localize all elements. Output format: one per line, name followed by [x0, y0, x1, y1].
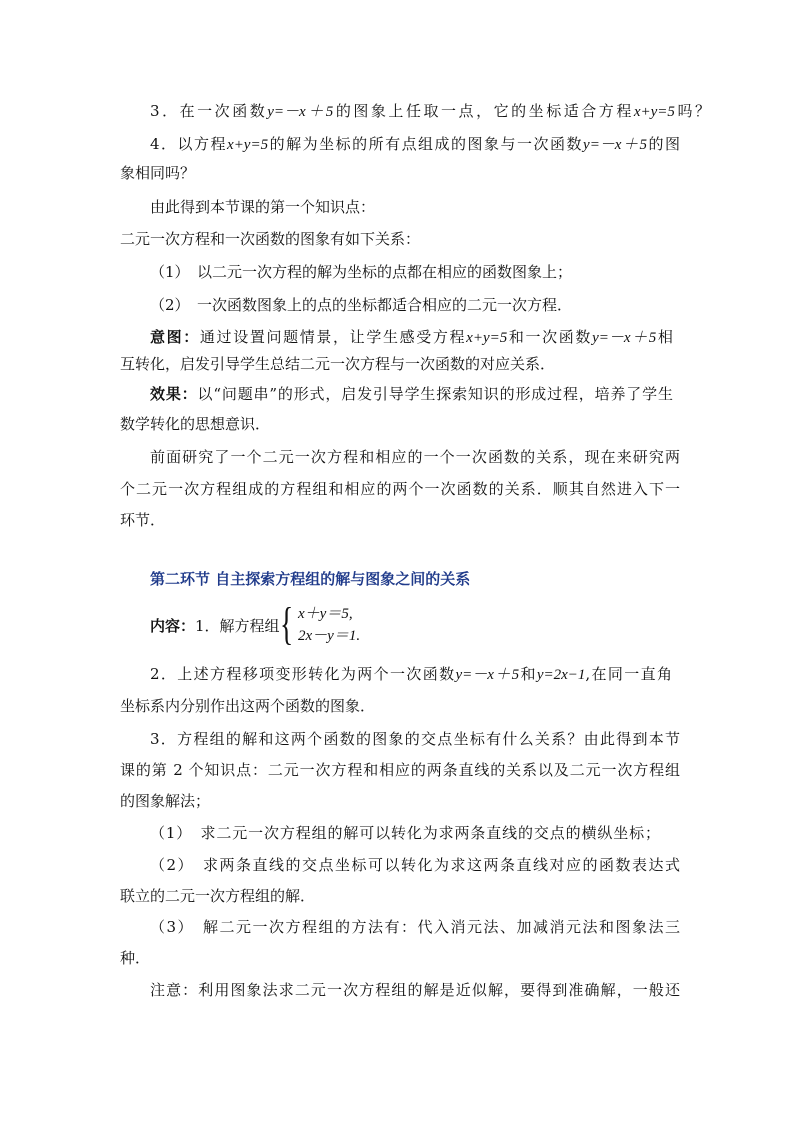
- effect-text: 以“问题串”的形式，启发引导学生探索知识的形成过程，培养了学生: [197, 385, 673, 403]
- transition-line-2: 个二元一次方程组成的方程组和相应的两个一次函数的关系．顺其自然进入下一: [120, 480, 680, 498]
- relation-item-2: （2） 一次函数图象上的点的坐标都适合相应的二元一次方程．: [150, 296, 573, 314]
- intent-label: 意图：: [150, 328, 200, 346]
- q4-text-a: 4．以方程: [150, 135, 228, 153]
- content-text: 1．解方程组: [195, 617, 280, 635]
- intent-line-2: 互转化，启发引导学生总结二元一次方程与一次函数的对应关系．: [120, 355, 556, 373]
- q3-text-c: 吗？: [674, 102, 710, 120]
- intent-formula-1: x+y=5: [466, 330, 508, 346]
- q4-formula-1: x+y=5: [227, 137, 269, 153]
- equation-1: x＋y＝5,: [298, 606, 353, 622]
- knowledge-item-1: （1） 求二元一次方程组的解可以转化为求两条直线的交点的横纵坐标；: [150, 824, 660, 842]
- q3-text-b: 的图象上任取一点，它的坐标适合方程: [333, 102, 634, 120]
- relation-intro: 二元一次方程和一次函数的图象有如下关系：: [120, 230, 421, 248]
- q2-formula-2: y=2x−1: [536, 667, 586, 683]
- relation-item-1: （1） 以二元一次方程的解为坐标的点都在相应的函数图象上；: [150, 263, 573, 281]
- intent-text-a: 通过设置问题情景，让学生感受方程: [199, 328, 467, 346]
- effect-line-1: [150, 384, 673, 404]
- brace-symbol: {: [280, 598, 294, 649]
- q3-formula-1: y=－x＋5: [267, 104, 334, 120]
- derive-paragraph: 由此得到本节课的第一个知识点：: [150, 198, 376, 216]
- intent-text-c: 相: [656, 328, 673, 346]
- intent-formula-2: y=－x＋5: [592, 330, 657, 346]
- effect-line-2: 数学转化的思想意识．: [120, 415, 271, 433]
- knowledge-item-3-line-2: 种．: [120, 949, 151, 967]
- q4-text-b: 的解为坐标的所有点组成的图象与一次函数: [268, 135, 584, 153]
- q3-text-a: 3．在一次函数: [150, 102, 268, 120]
- knowledge-item-2-line-2: 联立的二元一次方程组的解．: [120, 887, 316, 905]
- effect-label: 效果：: [150, 385, 198, 403]
- q2-formula-1: y=－x＋5: [455, 667, 520, 683]
- question-4-line-2: 象相同吗？: [120, 164, 196, 182]
- note-paragraph: 注意：利用图象法求二元一次方程组的解是近似解，要得到准确解，一般还: [150, 981, 680, 999]
- knowledge-item-2-line-1: （2） 求两条直线的交点坐标可以转化为求这两条直线对应的函数表达式: [150, 856, 680, 874]
- question-3: [150, 101, 710, 121]
- q2-line-2: 坐标系内分别作出这两个函数的图象．: [120, 697, 376, 715]
- q3-formula-2: x+y=5: [633, 104, 675, 120]
- question-4-line-1: [150, 134, 680, 154]
- q2-text-c: ,在同一直角: [585, 665, 672, 683]
- content-label: 内容：: [150, 617, 196, 635]
- q3b-line-1: 3．方程组的解和这两个函数的图象的交点坐标有什么关系？由此得到本节: [150, 730, 680, 748]
- content-line: [150, 616, 710, 636]
- transition-line-1: 前面研究了一个二元一次方程和相应的一个一次函数的关系，现在来研究两: [150, 448, 680, 466]
- q3b-line-2: 课的第 2 个知识点：二元一次方程和相应的两条直线的关系以及二元一次方程组: [120, 761, 680, 779]
- transition-line-3: 环节．: [120, 511, 166, 529]
- q2-text-b: 和: [519, 665, 537, 683]
- intent-text-b: 和一次函数: [507, 328, 593, 346]
- equation-system: [280, 598, 390, 649]
- q4-text-c: 的图: [646, 135, 680, 153]
- q4-formula-2: y=－x＋5: [583, 137, 647, 153]
- q2-text-a: 2．上述方程移项变形转化为两个一次函数: [150, 665, 456, 683]
- intent-line-1: [150, 327, 673, 347]
- knowledge-item-3-line-1: （3） 解二元一次方程组的方法有：代入消元法、加减消元法和图象法三: [150, 918, 680, 936]
- q3b-line-3: 的图象解法；: [120, 792, 211, 810]
- section-2-heading: 第二环节 自主探索方程组的解与图象之间的关系: [150, 570, 471, 588]
- q2-line-1: [150, 664, 672, 684]
- equation-2: 2x－y＝1.: [298, 628, 361, 644]
